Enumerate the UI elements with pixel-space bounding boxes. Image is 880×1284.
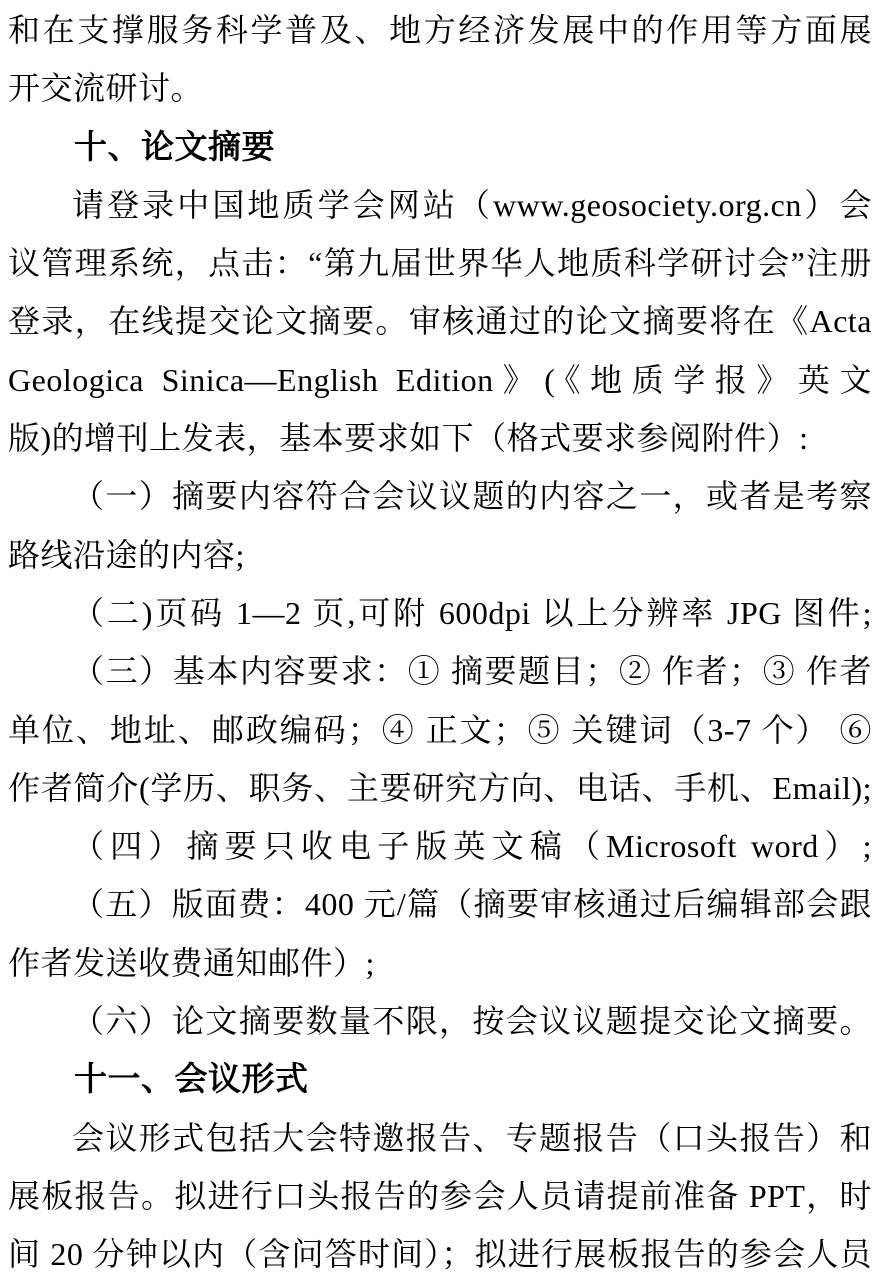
list-item-1-end-line: 路线沿途的内容; bbox=[8, 536, 245, 573]
list-item-1-line: （一）摘要内容符合会议议题的内容之一，或者是考察 bbox=[72, 478, 872, 515]
paragraph-start-line: 会议形式包括大会特邀报告、专题报告（口头报告）和 bbox=[72, 1119, 872, 1156]
list-item-3-end-line: 作者简介(学历、职务、主要研究方向、电话、手机、Email); bbox=[8, 769, 872, 806]
list-item-5-line: （五）版面费：400 元/篇（摘要审核通过后编辑部会跟 bbox=[72, 886, 872, 923]
section-heading-11-meeting-format: 十一、会议形式 bbox=[74, 1060, 309, 1098]
document-text-body bbox=[8, 1, 872, 1284]
paragraph-continuation-line: 展板报告。拟进行口头报告的参会人员请提前准备 PPT，时 bbox=[8, 1177, 872, 1214]
paragraph-continuation-line: 议管理系统，点击：“第九届世界华人地质科学研讨会”注册 bbox=[8, 245, 872, 282]
paragraph-continuation-line: 和在支撑服务科学普及、地方经济发展中的作用等方面展 bbox=[8, 12, 872, 48]
paragraph-continuation-line: 间 20 分钟以内（含问答时间）；拟进行展板报告的参会人员 bbox=[8, 1236, 872, 1273]
list-item-3-continuation-line: 单位、地址、邮政编码；④ 正文；⑤ 关键词（3-7 个） ⑥ bbox=[8, 711, 872, 748]
list-item-4-line: （四）摘要只收电子版英文稿（Microsoft word）; bbox=[72, 828, 872, 865]
list-item-5-end-line: 作者发送收费通知邮件）; bbox=[8, 944, 375, 981]
list-item-2-line: （二)页码 1—2 页,可附 600dpi 以上分辨率 JPG 图件; bbox=[72, 594, 872, 631]
paragraph-end-line: 版)的增刊上发表，基本要求如下（格式要求参阅附件）: bbox=[8, 420, 809, 457]
section-heading-10-paper-abstracts: 十、论文摘要 bbox=[74, 127, 275, 165]
paragraph-continuation-line: Geologica Sinica—English Edition》(《地质学报》英文 bbox=[8, 361, 872, 398]
paragraph-end-line: 开交流研讨。 bbox=[8, 70, 204, 107]
list-item-3-line: （三）基本内容要求：① 摘要题目；② 作者；③ 作者 bbox=[72, 653, 872, 690]
list-item-6-line: （六）论文摘要数量不限，按会议议题提交论文摘要。 bbox=[72, 1003, 872, 1040]
paragraph-continuation-line: 登录，在线提交论文摘要。审核通过的论文摘要将在《Acta bbox=[8, 303, 872, 340]
paragraph-start-line: 请登录中国地质学会网站（www.geosociety.org.cn）会 bbox=[72, 186, 872, 223]
